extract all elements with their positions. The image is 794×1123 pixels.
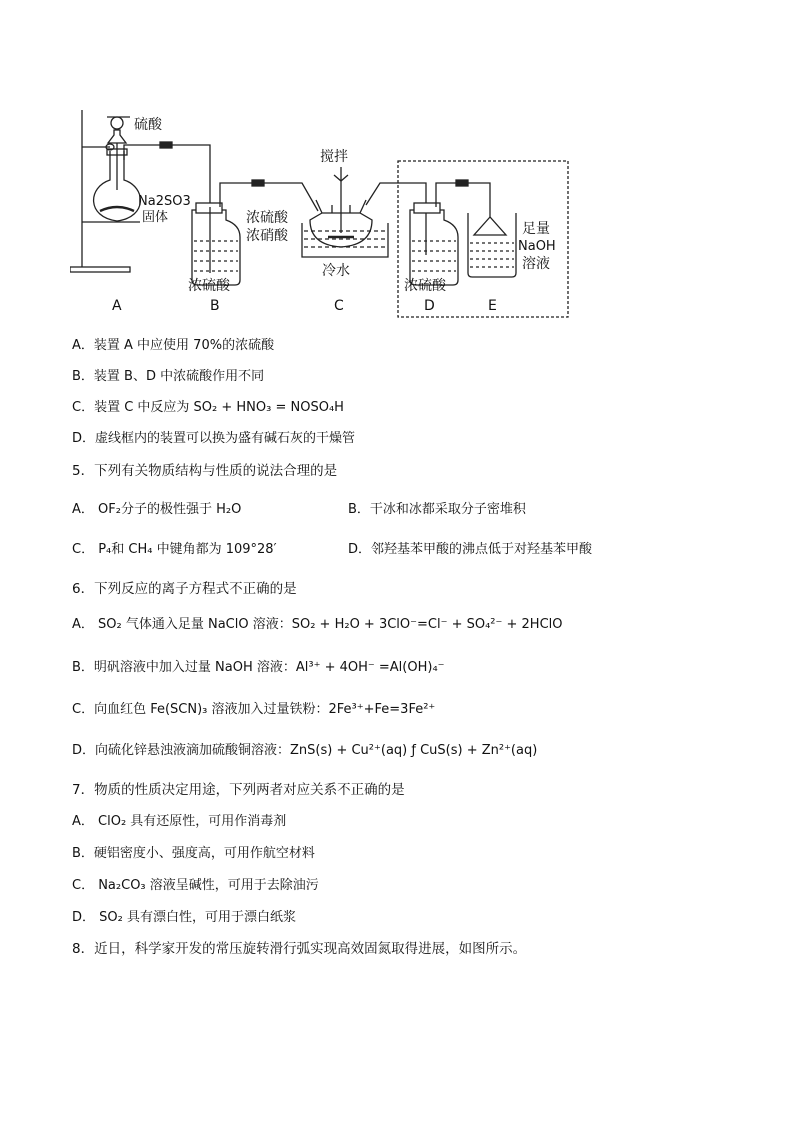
label-conc-h2so4-b: 浓硫酸	[188, 278, 230, 294]
label-C: C	[334, 298, 344, 314]
label-excess: 足量	[522, 221, 550, 237]
cold-water-bath	[302, 223, 388, 257]
bottle-b	[192, 210, 240, 285]
q6-option-b: B．明矾溶液中加入过量 NaOH 溶液：Al³⁺ + 4OH⁻ =Al(OH)₄⁻	[72, 660, 445, 675]
q5-option-c: C． P₄和 CH₄ 中键角都为 109°28′	[72, 542, 277, 557]
q6-stem: 6．下列反应的离子方程式不正确的是	[72, 581, 297, 597]
label-conc-h2so4-d: 浓硫酸	[404, 278, 446, 294]
tube-c-d	[366, 183, 426, 255]
label-A: A	[112, 298, 122, 314]
label-stir: 搅拌	[320, 149, 348, 165]
q5-stem: 5．下列有关物质结构与性质的说法合理的是	[72, 463, 338, 479]
label-D: D	[424, 298, 435, 314]
q4-option-d: D．虚线框内的装置可以换为盛有碱石灰的干燥管	[72, 431, 356, 446]
apparatus-diagram	[70, 95, 580, 327]
q4-option-a: A．装置 A 中应使用 70%的浓硫酸	[72, 338, 275, 353]
q5-option-a: A． OF₂分子的极性强于 H₂O	[72, 502, 242, 517]
q6-option-d: D．向硫化锌悬浊液滴加硫酸铜溶液：ZnS(s) + Cu²⁺(aq) ƒ CuS(s) + Zn²⁺(aq)	[72, 743, 538, 758]
label-solid: 固体	[142, 210, 169, 225]
q6-option-c: C．向血红色 Fe(SCN)₃ 溶液加入过量铁粉：2Fe³⁺+Fe=3Fe²⁺	[72, 702, 436, 717]
label-sulfuric-acid: 硫酸	[134, 117, 162, 133]
q5-option-d: D．邻羟基苯甲酸的沸点低于对羟基苯甲酸	[348, 542, 593, 557]
stand-base	[70, 267, 130, 272]
label-conc-hno3: 浓硝酸	[246, 228, 288, 244]
q7-option-a: A． ClO₂ 具有还原性，可用作消毒剂	[72, 814, 287, 829]
q4-option-b: B．装置 B、D 中浓硫酸作用不同	[72, 369, 265, 384]
tube-b-c	[220, 183, 318, 211]
q6-option-a: A． SO₂ 气体通入足量 NaClO 溶液：SO₂ + H₂O + 3ClO⁻=Cl⁻ + SO₄²⁻ + 2HClO	[72, 617, 563, 632]
q4-option-c: C．装置 C 中反应为 SO₂ + HNO₃ = NOSO₄H	[72, 400, 344, 415]
separatory-funnel	[108, 130, 126, 143]
label-E: E	[488, 298, 497, 314]
label-naoh: NaOH	[518, 239, 556, 254]
label-B: B	[210, 298, 220, 314]
inverted-funnel	[474, 217, 506, 235]
bottle-d	[410, 210, 458, 285]
q7-option-d: D． SO₂ 具有漂白性，可用于漂白纸浆	[72, 910, 296, 925]
q8-stem: 8．近日，科学家开发的常压旋转滑行弧实现高效固氮取得进展，如图所示。	[72, 941, 527, 957]
label-conc-h2so4-c: 浓硫酸	[246, 210, 288, 226]
funnel-stopcock	[111, 117, 123, 129]
q7-option-c: C． Na₂CO₃ 溶液呈碱性，可用于去除油污	[72, 878, 319, 893]
label-solution: 溶液	[522, 256, 550, 272]
q7-option-b: B．硬铝密度小、强度高，可用作航空材料	[72, 846, 315, 861]
q5-option-b: B．干冰和冰都采取分子密堆积	[348, 502, 526, 517]
label-cold-water: 冷水	[322, 263, 350, 279]
q7-stem: 7．物质的性质决定用途，下列两者对应关系不正确的是	[72, 782, 405, 798]
label-na2so3: Na2SO3	[138, 194, 191, 209]
